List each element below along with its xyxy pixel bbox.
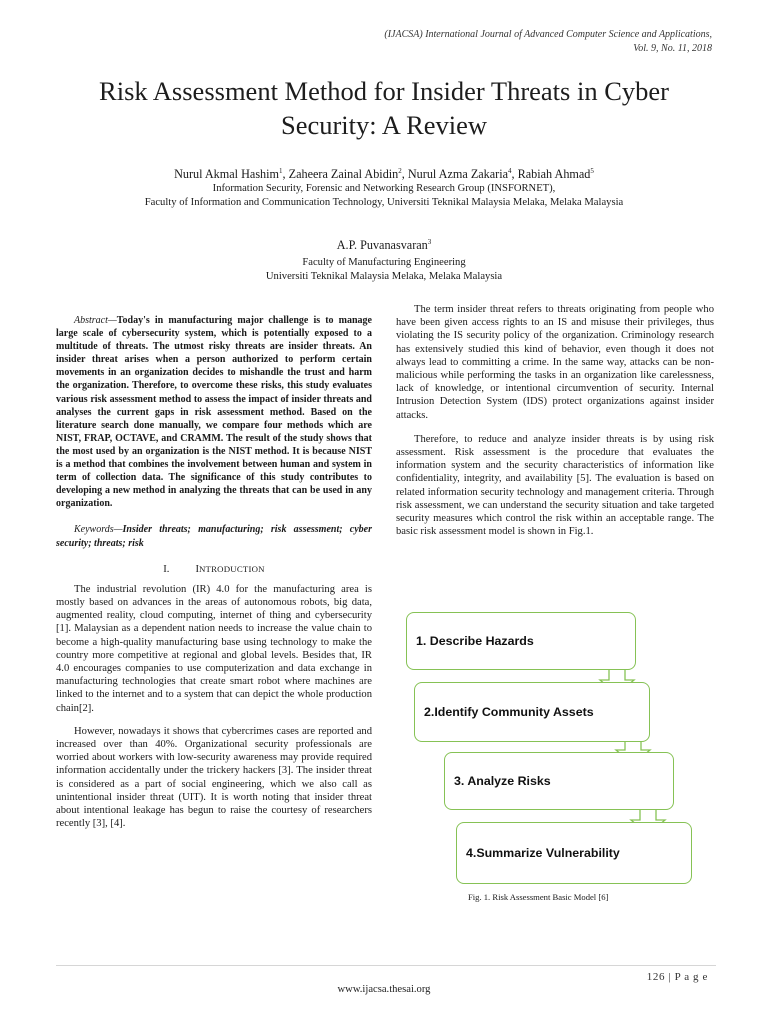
figure-risk-assessment-model	[400, 608, 700, 908]
author-name: , Nurul Azma Zakaria	[401, 167, 509, 182]
section-title-initial: I	[195, 563, 199, 575]
affiliation-1	[40, 182, 728, 210]
paper-title	[40, 74, 728, 142]
affiliation-line: Faculty of Information and Communication Technology, Universiti Teknikal Malaysia Melaka, Melaka Malaysia	[144, 197, 624, 208]
journal-header	[384, 28, 712, 56]
right-column	[396, 303, 714, 538]
section-heading-introduction	[56, 563, 372, 576]
author-second	[40, 235, 728, 253]
footer-divider	[56, 965, 716, 966]
right-paragraph-2: Therefore, to reduce and analyze insider threats is by using risk assessment. Risk assessment is the procedure that evaluates the information system and the security characteristics of information like confidentiality, integrity, and availability [5]. The evaluation is based on related information security technology and management criteria. Through risk assessment, we can understand the security situation and take targeted security measures which control the risk within an acceptable range. The basic risk assessment model is shown in Fig.1.	[396, 433, 714, 538]
author-affil-mark: 5	[590, 167, 594, 175]
keywords	[56, 523, 372, 549]
keywords-text: Insider threats; manufacturing; risk assessment; cyber security; threats; risk	[56, 524, 372, 549]
intro-paragraph-2: However, nowadays it shows that cybercrimes cases are reported and increased over than 40%. Organizational security professionals are worried about workers with low-security awareness may provide required information accidentally under the trickery hackers [3]. The insider threat is considered as a part of social engineering, which we also call as unintentional insider threat (UIT). It is worth noting that insider threat about intentional leakage has begun to raise the courtesy of researchers recently [3], [4].	[56, 725, 372, 830]
author-name: A.P. Puvanasvaran	[336, 238, 428, 253]
journal-name: (IJACSA) International Journal of Advanced Computer Science and Applications,	[384, 29, 712, 40]
section-number: I.	[163, 563, 170, 575]
author-affil-mark: 3	[427, 238, 432, 246]
intro-paragraph-1: The industrial revolution (IR) 4.0 for the manufacturing area is mostly based on advances in the areas of autonomous robots, big data, augmented reality, cloud computing, internet of thing and cybersecurity [1]. Malaysian as a dependent nation needs to increase the value chain to become a high-quality manufacturing base using technology to make the country more competitive at regional and global levels. Besides that, IR 4.0 encourages companies to use computerization and data exchange in manufacturing technologies that create smart robot where machines are linked to the internet and to a system that can depict the whole production chain[2].	[56, 583, 372, 714]
page-number-label: | P a g e	[665, 971, 708, 983]
abstract	[56, 314, 372, 510]
left-column	[56, 314, 372, 830]
title-line-2: Security: A Review	[280, 110, 488, 140]
author-affil-mark: 2	[398, 167, 402, 175]
author-affil-mark: 4	[508, 167, 512, 175]
author-list	[40, 164, 728, 182]
flow-step-analyze-risks: 3. Analyze Risks	[444, 752, 674, 810]
keywords-label: Keywords—	[74, 524, 123, 536]
author-name: Nurul Akmal Hashim	[174, 167, 280, 182]
flow-step-summarize-vulnerability: 4.Summarize Vulnerability	[456, 822, 692, 884]
flow-step-describe-hazards: 1. Describe Hazards	[406, 612, 636, 670]
affiliation-line: Faculty of Manufacturing Engineering	[302, 257, 466, 268]
page-number-value: 126	[646, 971, 666, 983]
abstract-label: Abstract—	[74, 315, 117, 326]
section-title-rest: NTRODUCTION	[198, 563, 265, 574]
journal-url: www.ijacsa.thesai.org	[337, 984, 431, 995]
author-affil-mark: 1	[279, 167, 283, 175]
author-name: , Rabiah Ahmad	[511, 167, 591, 182]
affiliation-line: Information Security, Forensic and Networking Research Group (INSFORNET),	[212, 183, 556, 194]
right-paragraph-1: The term insider threat refers to threats originating from people who have been given access rights to an IS and misuse their privileges, thus violating the IS security policy of the organization. Criminology research has extensively studied this kind of behavior, even though it does not always lead to committing a crime. In the same way, attacks can be non-malicious while performing the tasks in an organization like carelessness, lack of knowledge, or intentional circumvention of security. Internal Intrusion Detection System (IDS) protect organizations against insider attacks.	[396, 304, 714, 421]
affiliation-line: Universiti Teknikal Malaysia Melaka, Melaka Malaysia	[265, 271, 503, 282]
abstract-text: Today's in manufacturing major challenge is to manage large scale of cybersecurity system, which is potentially exposed to a multitude of threats. The utmost risky threats are insider threats. An insider threat arises when a person authorized to perform certain movements in an organization decides to mishandle the trust and harm the organization. Therefore, to overcome these risks, this study evaluates various risk assessment method to assess the impact of insider threats and analyses the current gaps in risk assessment method. Based on the literature search done manually, we compare four methods which are NIST, FRAP, OCTAVE, and CRAMM. The result of the study shows that the most used by an organization is the NIST method. It is because NIST is a method that combines the involvement between human and system in term of collection data. The significance of this study contributes to developing a new method in analyzing the threats that can be used in any organization.	[56, 315, 372, 510]
flow-step-identify-assets: 2.Identify Community Assets	[414, 682, 650, 742]
affiliation-2	[40, 256, 728, 284]
author-name: , Zaheera Zainal Abidin	[282, 167, 399, 182]
page-number	[647, 971, 708, 983]
title-line-1: Risk Assessment Method for Insider Threats in Cyber	[99, 76, 669, 106]
journal-volume: Vol. 9, No. 11, 2018	[633, 43, 712, 54]
figure-caption: Fig. 1. Risk Assessment Basic Model [6]	[468, 892, 609, 902]
